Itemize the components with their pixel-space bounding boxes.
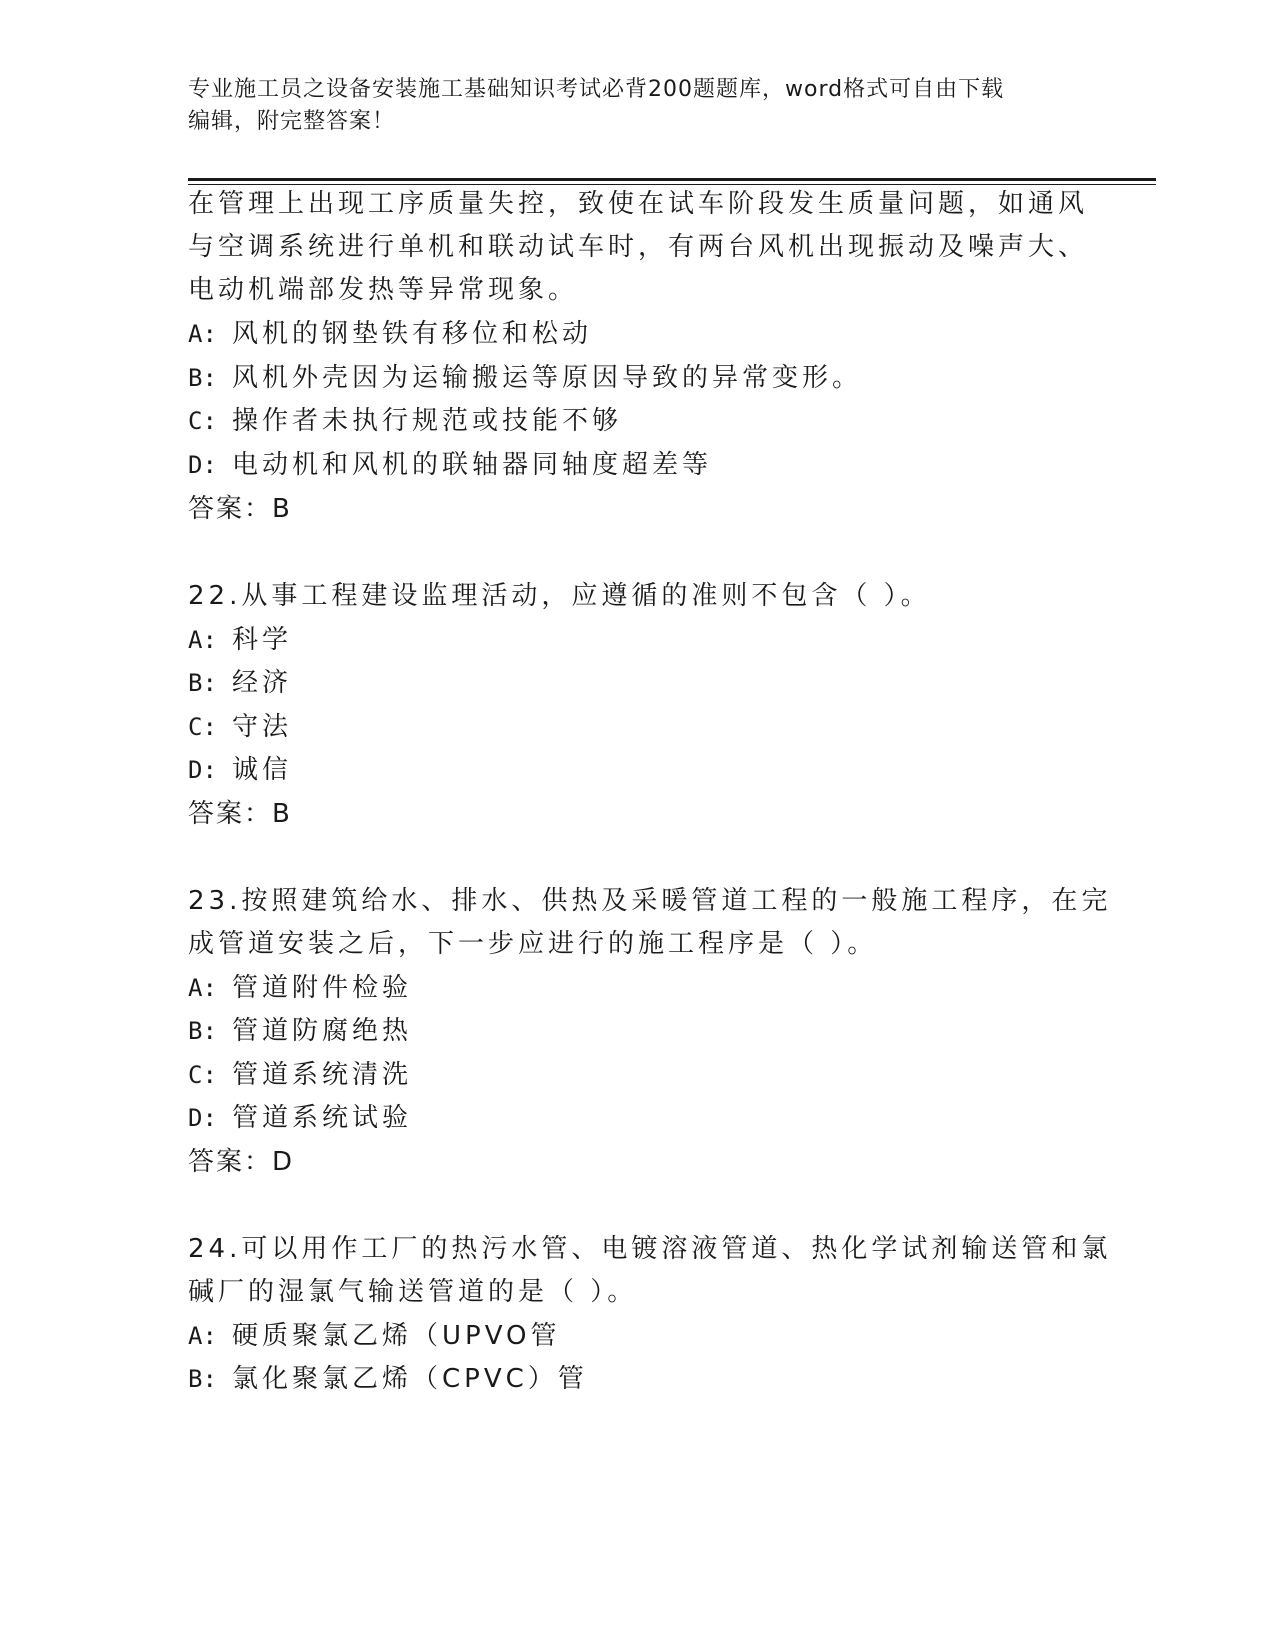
q21-option-a (188, 316, 592, 352)
option-text: 风机的钢垫铁有移位和松动 (232, 319, 593, 349)
option-text: 管道防腐绝热 (232, 1016, 413, 1046)
q21-option-c (188, 403, 622, 439)
q23-option-b (188, 1013, 412, 1049)
option-letter: B: (188, 669, 217, 697)
option-letter: B: (188, 1365, 217, 1393)
q21-option-b (188, 360, 862, 396)
document-header (188, 74, 1088, 138)
q24-stem-line-1: 24.可以用作工厂的热污水管、电镀溶液管道、热化学试剂输送管和氯 (188, 1234, 1112, 1264)
q22-option-a (188, 622, 292, 658)
header-divider-thin (188, 184, 1156, 185)
option-text: 管道系统清洗 (232, 1060, 413, 1090)
q22-option-d (188, 752, 292, 788)
q21-answer: 答案：B (188, 494, 292, 524)
option-letter: C: (188, 407, 217, 435)
q21-stem-line-3: 电动机端部发热等异常现象。 (188, 275, 579, 305)
option-text: 诚信 (232, 755, 293, 785)
option-text: 操作者未执行规范或技能不够 (232, 406, 623, 436)
header-divider-thick (188, 178, 1156, 181)
q22-option-c (188, 709, 292, 745)
q23-option-d (188, 1100, 412, 1136)
q23-option-a (188, 970, 412, 1006)
option-text: 电动机和风机的联轴器同轴度超差等 (232, 450, 713, 480)
option-text: 硬质聚氯乙烯（UPVO管 (232, 1321, 561, 1351)
q23-stem-line-1: 23.按照建筑给水、排水、供热及采暖管道工程的一般施工程序，在完 (188, 886, 1112, 916)
q24-option-a (188, 1318, 561, 1354)
q21-option-d (188, 447, 712, 483)
option-letter: A: (188, 320, 217, 348)
q21-stem-line-1: 在管理上出现工序质量失控，致使在试车阶段发生质量问题，如通风 (188, 189, 1089, 219)
option-letter: B: (188, 364, 217, 392)
q22-answer: 答案：B (188, 799, 292, 829)
header-line-1: 专业施工员之设备安装施工基础知识考试必背200题题库，word格式可自由下载 (188, 77, 1005, 102)
q21-stem-line-2: 与空调系统进行单机和联动试车时，有两台风机出现振动及噪声大、 (188, 232, 1089, 262)
option-text: 经济 (232, 668, 293, 698)
option-letter: A: (188, 626, 217, 654)
q22-option-b (188, 665, 292, 701)
option-letter: D: (188, 756, 217, 784)
q24-option-b (188, 1361, 588, 1397)
option-text: 科学 (232, 625, 293, 655)
option-text: 管道附件检验 (232, 973, 413, 1003)
option-text: 氯化聚氯乙烯（CPVC）管 (232, 1364, 588, 1394)
q24-stem-line-2: 碱厂的湿氯气输送管道的是（ ）。 (188, 1277, 638, 1307)
option-letter: D: (188, 1104, 217, 1132)
option-letter: C: (188, 713, 217, 741)
option-letter: A: (188, 1322, 217, 1350)
q23-stem-line-2: 成管道安装之后，下一步应进行的施工程序是（ ）。 (188, 929, 878, 959)
q23-option-c (188, 1057, 412, 1093)
option-text: 守法 (232, 712, 293, 742)
q22-stem-line-1: 22.从事工程建设监理活动，应遵循的准则不包含（ ）。 (188, 581, 931, 611)
option-letter: C: (188, 1061, 217, 1089)
header-line-2: 编辑，附完整答案！ (188, 109, 396, 134)
option-letter: A: (188, 974, 217, 1002)
option-letter: D: (188, 451, 217, 479)
option-text: 管道系统试验 (232, 1103, 413, 1133)
q23-answer: 答案：D (188, 1147, 295, 1177)
option-letter: B: (188, 1017, 217, 1045)
option-text: 风机外壳因为运输搬运等原因导致的异常变形。 (232, 363, 863, 393)
